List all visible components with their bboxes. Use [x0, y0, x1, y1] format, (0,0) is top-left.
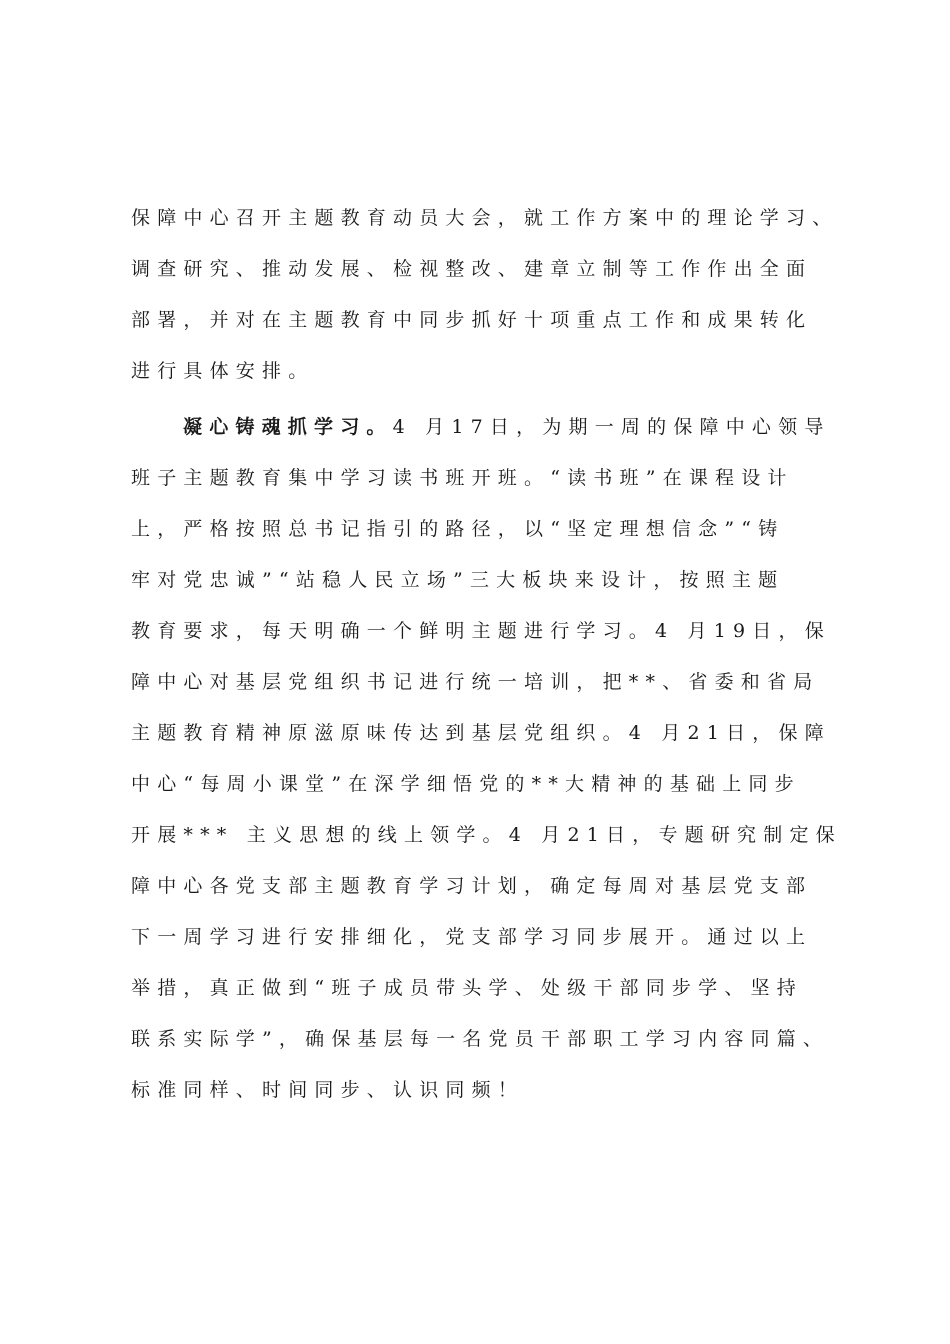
paragraph-2-line-12: 举措，真正做到“班子成员带头学、处级干部同步学、坚持	[131, 977, 803, 999]
paragraph-2-line-2: 班子主题教育集中学习读书班开班。“读书班”在课程设计	[131, 467, 794, 489]
paragraph-2-line-3: 上，严格按照总书记指引的路径，以“坚定理想信念”“铸	[131, 518, 785, 540]
paragraph-2-line-9: 开展*** 主义思想的线上领学。4 月21日，专题研究制定保	[131, 824, 842, 846]
paragraph-2-line-13: 联系实际学”，确保基层每一名党员干部职工学习内容同篇、	[131, 1028, 830, 1050]
paragraph-2-line-14: 标准同样、时间同步、认识同频！	[131, 1079, 525, 1101]
paragraph-2-line-7: 主题教育精神原滋原味传达到基层党组织。4 月21日，保障	[131, 722, 831, 744]
paragraph-2-line-5: 教育要求，每天明确一个鲜明主题进行学习。4 月19日，保	[131, 620, 831, 642]
paragraph-1-line-4: 进行具体安排。	[131, 360, 315, 382]
paragraph-2-line-1	[183, 412, 831, 442]
paragraph-2-line-11: 下一周学习进行安排细化，党支部学习同步展开。通过以上	[131, 926, 813, 948]
paragraph-2-first-line-text: 4 月17日，为期一周的保障中心领导	[392, 416, 831, 438]
paragraph-2-line-10: 障中心各党支部主题教育学习计划，确定每周对基层党支部	[131, 875, 813, 897]
paragraph-1-line-1: 保障中心召开主题教育动员大会，就工作方案中的理论学习、	[131, 207, 839, 229]
section-heading: 凝心铸魂抓学习。	[183, 416, 393, 438]
paragraph-2-line-4: 牢对党忠诚”“站稳人民立场”三大板块来设计，按照主题	[131, 569, 785, 591]
paragraph-1-line-2: 调查研究、推动发展、检视整改、建章立制等工作作出全面	[131, 258, 813, 280]
paragraph-2-line-6: 障中心对基层党组织书记进行统一培训，把**、省委和省局	[131, 671, 820, 693]
paragraph-1-line-3: 部署，并对在主题教育中同步抓好十项重点工作和成果转化	[131, 309, 813, 331]
paragraph-2-line-8: 中心“每周小课堂”在深学细悟党的**大精神的基础上同步	[131, 773, 801, 795]
